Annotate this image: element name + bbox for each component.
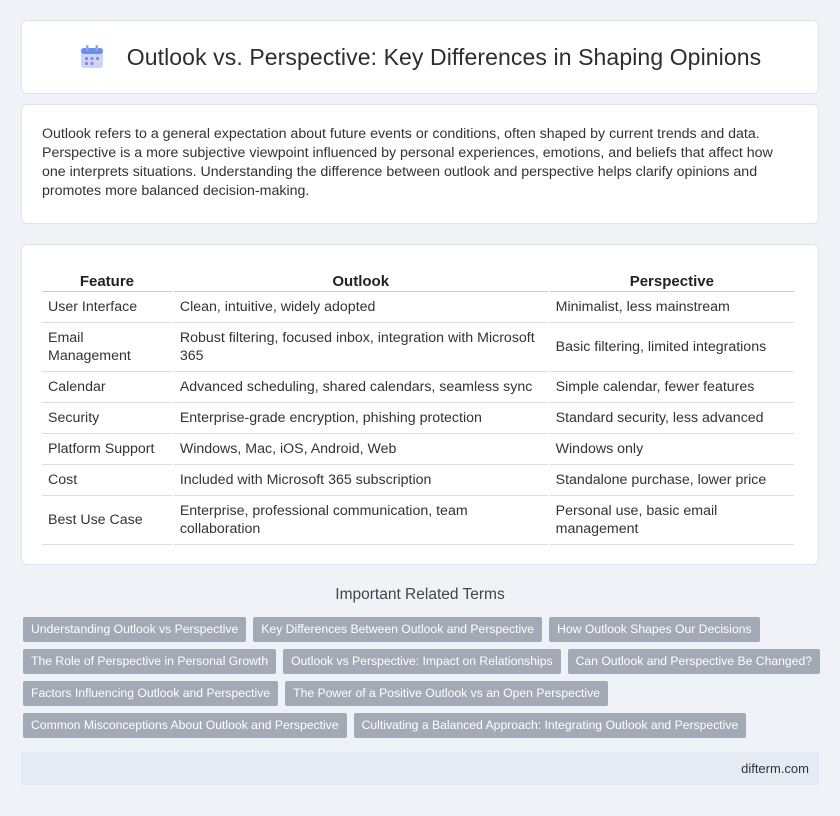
table-header-feature: Feature [42,265,172,292]
related-term-link[interactable]: The Power of a Positive Outlook vs an Open Perspective [285,681,608,706]
table-cell: Included with Microsoft 365 subscription [174,465,548,496]
related-terms-title: Important Related Terms [335,586,505,603]
table-cell: Security [42,403,172,434]
table-cell: Windows, Mac, iOS, Android, Web [174,434,548,465]
footer-site-link[interactable]: difterm.com [741,761,809,776]
related-term-link[interactable]: The Role of Perspective in Personal Growth [23,649,276,674]
table-row [42,496,794,545]
related-term-link[interactable]: How Outlook Shapes Our Decisions [549,617,759,642]
calendar-icon [79,44,105,70]
table-cell: Personal use, basic email management [550,496,794,545]
table-cell: Standard security, less advanced [550,403,794,434]
table-cell: Clean, intuitive, widely adopted [174,292,548,323]
header-card [21,20,819,94]
table-cell: User Interface [42,292,172,323]
table-row [42,465,794,496]
related-term-link[interactable]: Understanding Outlook vs Perspective [23,617,246,642]
table-cell: Email Management [42,323,172,372]
table-cell: Standalone purchase, lower price [550,465,794,496]
table-cell: Basic filtering, limited integrations [550,323,794,372]
related-terms-list [23,617,813,745]
table-cell: Best Use Case [42,496,172,545]
related-term-link[interactable]: Factors Influencing Outlook and Perspective [23,681,278,706]
table-row [42,434,794,465]
page-title: Outlook vs. Perspective: Key Differences in Shaping Opinions [126,43,762,70]
table-cell: Cost [42,465,172,496]
table-row [42,372,794,403]
table-header-perspective: Perspective [550,265,794,292]
table-cell: Enterprise-grade encryption, phishing protection [174,403,548,434]
related-term-link[interactable]: Key Differences Between Outlook and Perspective [253,617,542,642]
table-cell: Simple calendar, fewer features [550,372,794,403]
comparison-table [40,265,796,545]
related-term-link[interactable]: Outlook vs Perspective: Impact on Relationships [283,649,560,674]
table-cell: Advanced scheduling, shared calendars, seamless sync [174,372,548,403]
related-term-link[interactable]: Cultivating a Balanced Approach: Integrating Outlook and Perspective [354,713,747,738]
intro-card [21,104,819,224]
table-cell: Robust filtering, focused inbox, integration with Microsoft 365 [174,323,548,372]
table-row [42,323,794,372]
related-term-link[interactable]: Common Misconceptions About Outlook and Perspective [23,713,347,738]
table-header-outlook: Outlook [174,265,548,292]
table-cell: Platform Support [42,434,172,465]
table-row [42,292,794,323]
table-cell: Enterprise, professional communication, team collaboration [174,496,548,545]
related-term-link[interactable]: Can Outlook and Perspective Be Changed? [568,649,820,674]
table-cell: Minimalist, less mainstream [550,292,794,323]
table-cell: Calendar [42,372,172,403]
table-row [42,403,794,434]
intro-text: Outlook refers to a general expectation about future events or conditions, often shaped by current trends and data. Perspective is a more subjective viewpoint influenced by personal experiences, emotions, and beliefs that affect how one interprets situations. Understanding the difference between outlook and perspective helps clarify opinions and promotes more balanced decision-making. [42,126,773,199]
table-cell: Windows only [550,434,794,465]
comparison-table-card [21,244,819,565]
footer [21,752,819,785]
